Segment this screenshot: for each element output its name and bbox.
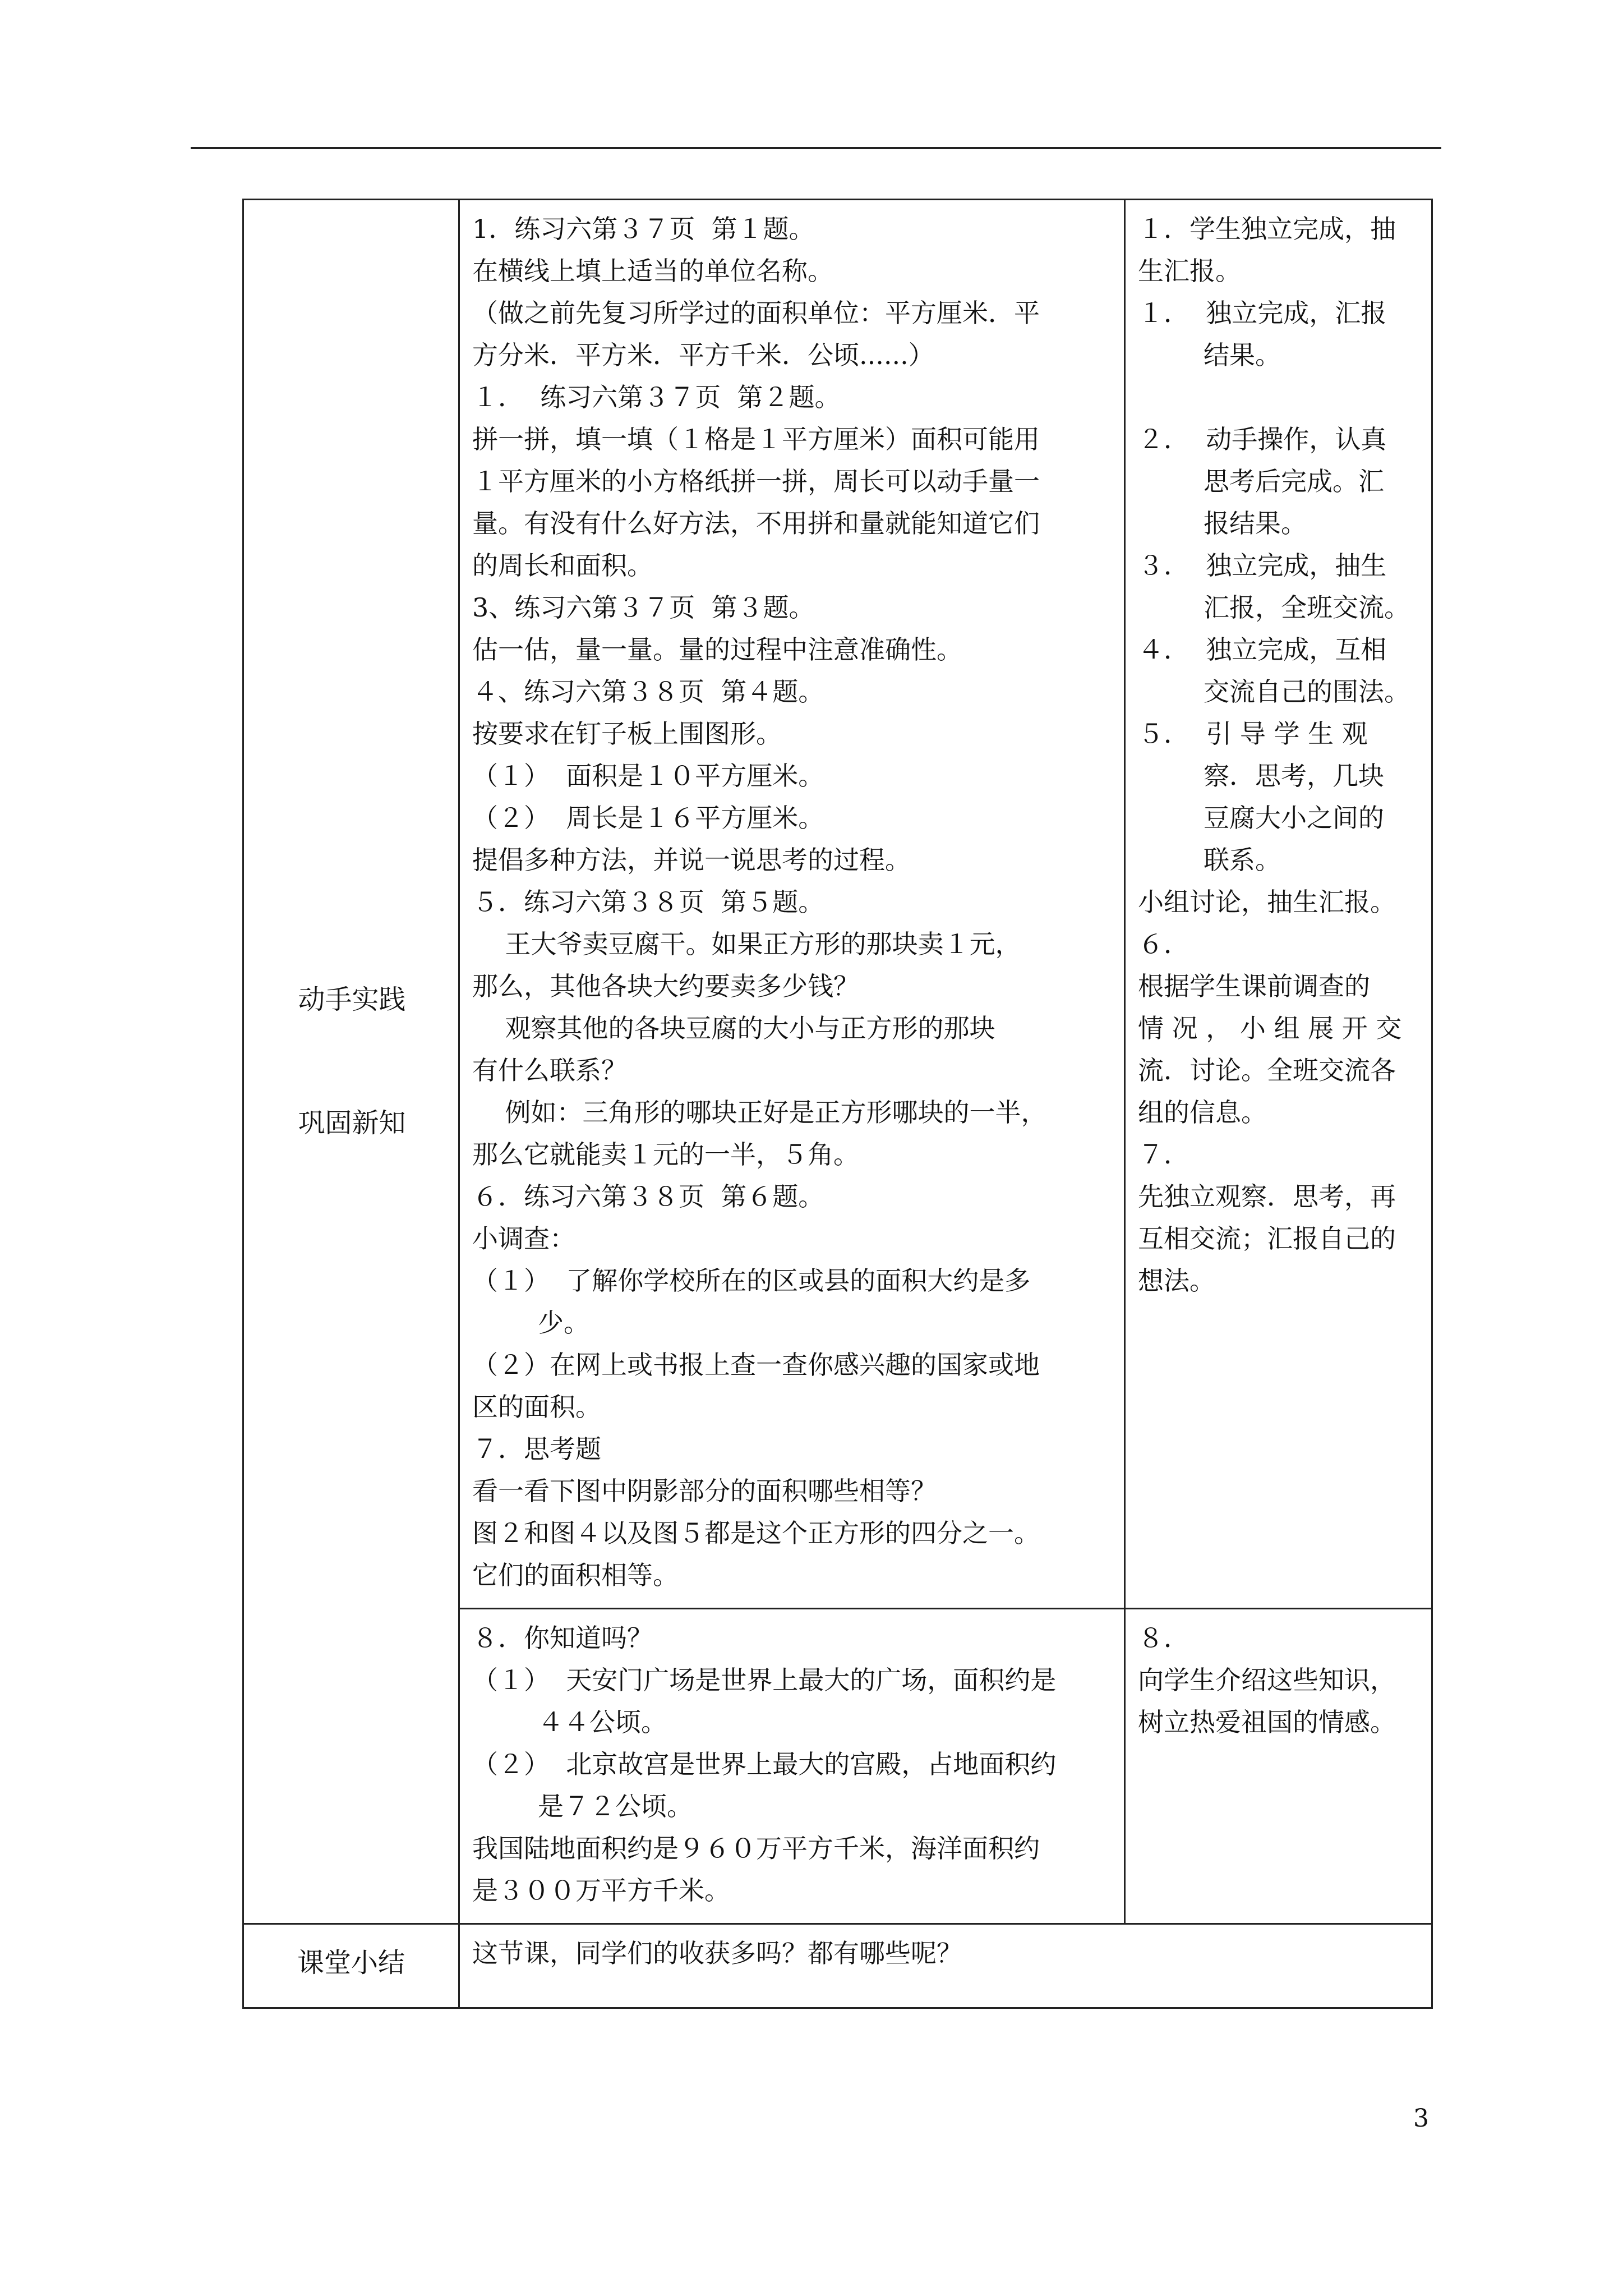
stage-label-practice: 动手实践	[298, 984, 406, 1015]
text-line: （１） 面积是１０平方厘米。	[472, 761, 824, 791]
text-line: （１） 天安门广场是世界上最大的广场，面积约是	[472, 1665, 1057, 1695]
text-line: 区的面积。	[472, 1392, 601, 1422]
activity-cell-did-you-know	[1125, 1609, 1432, 1924]
text-line: ４． 独立完成，互相	[1138, 634, 1387, 665]
summary-text-cell	[459, 1924, 1432, 2008]
header-rule	[191, 147, 1441, 149]
text-line: 估一估，量一量。量的过程中注意准确性。	[472, 634, 962, 665]
lesson-plan-table	[242, 199, 1433, 2009]
text-line: 小组讨论，抽生汇报。	[1138, 887, 1396, 917]
text-line: １．学生独立完成，抽	[1138, 214, 1396, 244]
text-line: 流．讨论。全班交流各	[1138, 1055, 1396, 1085]
text-line: ２． 动手操作，认真	[1138, 424, 1387, 454]
summary-label: 课堂小结	[297, 1947, 405, 1978]
text-line: ５．练习六第３８页 第５题。	[472, 887, 824, 917]
text-line: 想法。	[1138, 1266, 1215, 1296]
text-line: １． 独立完成，汇报	[1138, 298, 1387, 328]
text-line: 察．思考，几块	[1138, 761, 1384, 791]
text-line: 它们的面积相等。	[472, 1560, 679, 1590]
stage-cell	[243, 200, 459, 1924]
content-cell-did-you-know	[459, 1609, 1125, 1924]
text-line: 互相交流；汇报自己的	[1138, 1223, 1396, 1254]
text-line: 是３００万平方千米。	[472, 1875, 730, 1906]
did-you-know-lines	[460, 1609, 1124, 1923]
text-line: 先独立观察．思考，再	[1138, 1181, 1396, 1212]
text-line: 有什么联系？	[472, 1055, 627, 1085]
text-line: ６．练习六第３８页 第６题。	[472, 1181, 824, 1212]
text-line: 看一看下图中阴影部分的面积哪些相等？	[472, 1476, 937, 1506]
text-line: １． 练习六第３７页 第２题。	[472, 382, 841, 412]
text-line: 结果。	[1138, 340, 1281, 370]
text-line: ８．你知道吗？	[472, 1623, 653, 1653]
text-line: 少。	[472, 1308, 589, 1338]
text-line: 小调查：	[472, 1223, 575, 1254]
text-line: （２） 北京故宫是世界上最大的宫殿，占地面积约	[472, 1749, 1057, 1779]
text-line: 报结果。	[1138, 508, 1307, 539]
content-cell-exercises	[459, 200, 1125, 1609]
text-line: 拼一拼，填一填（１格是１平方厘米）面积可能用	[472, 424, 1040, 454]
text-line: 生汇报。	[1138, 256, 1241, 286]
text-line: 思考后完成。汇	[1138, 466, 1384, 496]
text-line: 3、练习六第３７页 第３题。	[472, 592, 815, 623]
activity-cell-exercises	[1125, 200, 1432, 1609]
text-line	[1138, 376, 1419, 418]
text-line: 量。有没有什么好方法，不用拼和量就能知道它们	[472, 508, 1040, 539]
page-number: 3	[1413, 2104, 1429, 2133]
did-you-know-activity-lines	[1126, 1609, 1431, 1755]
text-line: ５． 引 导 学 生 观	[1138, 719, 1368, 749]
text-line: 是７２公顷。	[472, 1791, 693, 1821]
text-line: ８．	[1138, 1623, 1189, 1653]
text-line: 交流自己的围法。	[1138, 677, 1410, 707]
text-line: 图２和图４以及图５都是这个正方形的四分之一。	[472, 1518, 1040, 1548]
text-line: 豆腐大小之间的	[1138, 803, 1384, 833]
text-line: ６．	[1138, 929, 1189, 959]
text-line: 组的信息。	[1138, 1097, 1267, 1128]
text-line: １平方厘米的小方格纸拼一拼，周长可以动手量一	[472, 466, 1040, 496]
text-line: 我国陆地面积约是９６０万平方千米，海洋面积约	[472, 1833, 1040, 1864]
stage-label-consolidate: 巩固新知	[298, 1107, 406, 1139]
text-line: 树立热爱祖国的情感。	[1138, 1707, 1396, 1737]
activity-lines	[1126, 200, 1431, 1313]
text-line: ４、练习六第３８页 第４题。	[472, 677, 824, 707]
text-line: 在横线上填上适当的单位名称。	[472, 256, 833, 286]
text-line: （２）在网上或书报上查一查你感兴趣的国家或地	[472, 1350, 1040, 1380]
text-line: 的周长和面积。	[472, 550, 653, 581]
text-line: ４４公顷。	[472, 1707, 667, 1737]
text-line: （２） 周长是１６平方厘米。	[472, 803, 824, 833]
text-line: 王大爷卖豆腐干。如果正方形的那块卖１元，	[472, 929, 1021, 959]
text-line: 方分米．平方米．平方千米．公顷......）	[472, 340, 934, 370]
text-line: ３． 独立完成，抽生	[1138, 550, 1387, 581]
text-line: ７．	[1138, 1139, 1189, 1170]
text-line: 提倡多种方法，并说一说思考的过程。	[472, 845, 911, 875]
text-line: 观察其他的各块豆腐的大小与正方形的那块	[472, 1013, 995, 1043]
text-line: 那么，其他各块大约要卖多少钱？	[472, 971, 859, 1001]
text-line: 那么它就能卖１元的一半，５角。	[472, 1139, 859, 1170]
text-line: 联系。	[1138, 845, 1281, 875]
text-line: 1．练习六第３７页 第１题。	[472, 214, 815, 244]
summary-label-cell	[243, 1924, 459, 2008]
text-line: （做之前先复习所学过的面积单位：平方厘米．平	[472, 298, 1040, 328]
summary-text: 这节课，同学们的收获多吗？都有哪些呢？	[472, 1938, 962, 1968]
text-line: 向学生介绍这些知识，	[1138, 1665, 1396, 1695]
text-line: 汇报，全班交流。	[1138, 592, 1410, 623]
text-line: 情 况 ， 小 组 展 开 交	[1138, 1013, 1402, 1043]
exercise-lines	[460, 200, 1124, 1608]
text-line: 例如：三角形的哪块正好是正方形哪块的一半，	[472, 1097, 1047, 1128]
text-line: 按要求在钉子板上围图形。	[472, 719, 782, 749]
text-line: ７．思考题	[472, 1434, 601, 1464]
text-line: （１） 了解你学校所在的区或县的面积大约是多	[472, 1266, 1031, 1296]
text-line: 根据学生课前调查的	[1138, 971, 1370, 1001]
